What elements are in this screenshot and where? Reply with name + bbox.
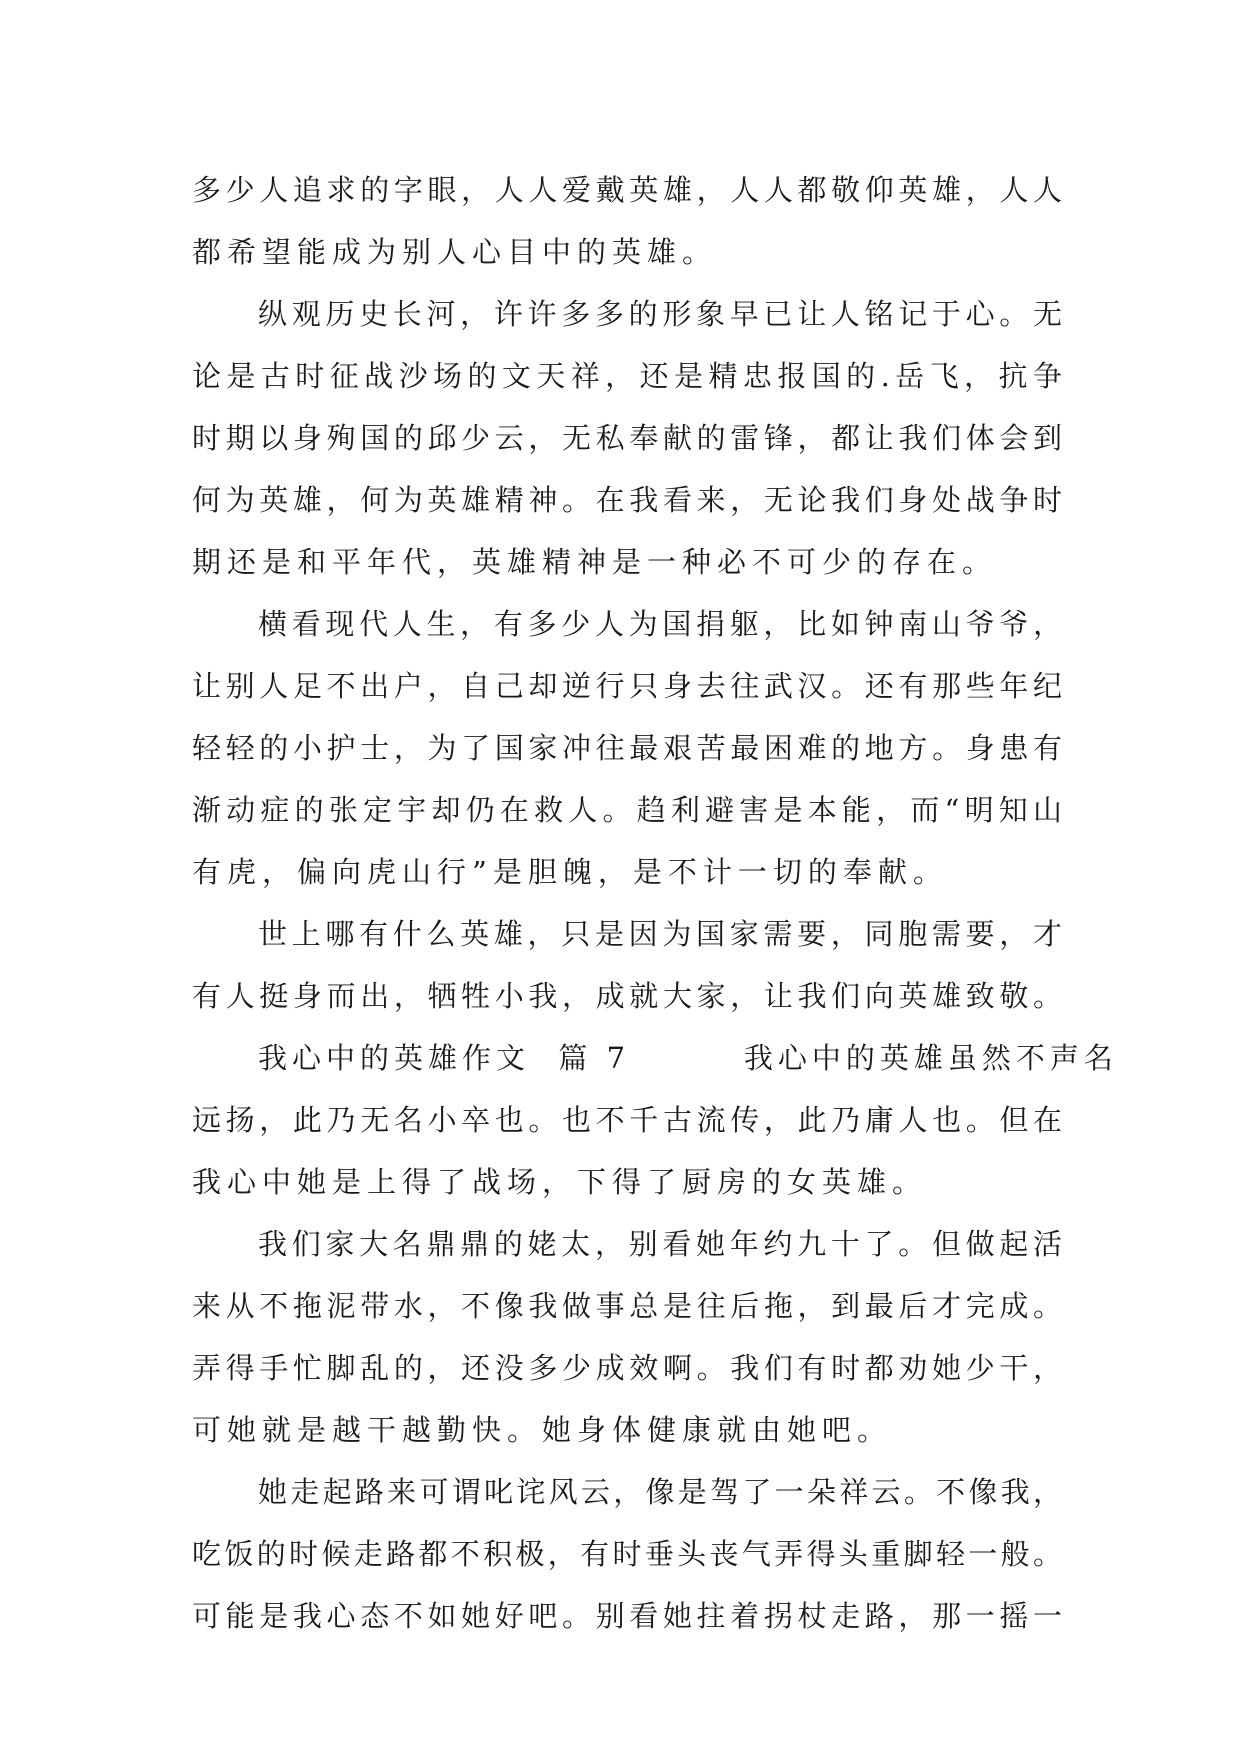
paragraph-first-line: 我们家大名鼎鼎的姥太，别看她年约九十了。但做起活 — [258, 1227, 1062, 1261]
paragraph-first-line: 横看现代人生，有多少人为国捐躯，比如钟南山爷爷， — [258, 607, 1062, 641]
paragraph-first-line: 纵观历史长河，许许多多的形象早已让人铭记于心。无 — [258, 297, 1062, 331]
text-line: 可能是我心态不如她好吧。别看她拄着拐杖走路，那一摇一 — [192, 1599, 1062, 1633]
text-line: 论是古时征战沙场的文天祥，还是精忠报国的.岳飞，抗争 — [192, 359, 1062, 393]
text-line: 有人挺身而出，牺牲小我，成就大家，让我们向英雄致敬。 — [192, 979, 1062, 1013]
text-line: 可她就是越干越勤快。她身体健康就由她吧。 — [192, 1413, 893, 1447]
text-line: 都希望能成为别人心目中的英雄。 — [192, 235, 718, 269]
section-heading-line: 我心中的英雄作文 篇 7 我心中的英雄虽然不声名 — [258, 1041, 1118, 1075]
paragraph-first-line: 她走起路来可谓叱诧风云，像是驾了一朵祥云。不像我， — [258, 1475, 1062, 1509]
text-line: 来从不拖泥带水，不像我做事总是往后拖，到最后才完成。 — [192, 1289, 1062, 1323]
text-line: 期还是和平年代，英雄精神是一种必不可少的存在。 — [192, 545, 998, 579]
paragraph-first-line: 世上哪有什么英雄，只是因为国家需要，同胞需要，才 — [258, 917, 1062, 951]
essay-text — [192, 159, 1118, 1647]
text-line: 时期以身殉国的邱少云，无私奉献的雷锋，都让我们体会到 — [192, 421, 1062, 455]
text-line: 吃饭的时候走路都不积极，有时垂头丧气弄得头重脚轻一般。 — [192, 1537, 1062, 1571]
text-line: 何为英雄，何为英雄精神。在我看来，无论我们身处战争时 — [192, 483, 1062, 517]
text-line: 渐动症的张定宇却仍在救人。趋利避害是本能，而“明知山 — [192, 793, 1062, 827]
text-line: 多少人追求的字眼，人人爱戴英雄，人人都敬仰英雄，人人 — [192, 173, 1062, 207]
text-line: 弄得手忙脚乱的，还没多少成效啊。我们有时都劝她少干， — [192, 1351, 1062, 1385]
text-line: 远扬，此乃无名小卒也。也不千古流传，此乃庸人也。但在 — [192, 1103, 1062, 1137]
text-line: 轻轻的小护士，为了国家冲往最艰苦最困难的地方。身患有 — [192, 731, 1062, 765]
text-line: 我心中她是上得了战场，下得了厨房的女英雄。 — [192, 1165, 928, 1199]
text-line: 让别人足不出户，自己却逆行只身去往武汉。还有那些年纪 — [192, 669, 1062, 703]
text-line: 有虎，偏向虎山行”是胆魄，是不计一切的奉献。 — [192, 855, 948, 889]
